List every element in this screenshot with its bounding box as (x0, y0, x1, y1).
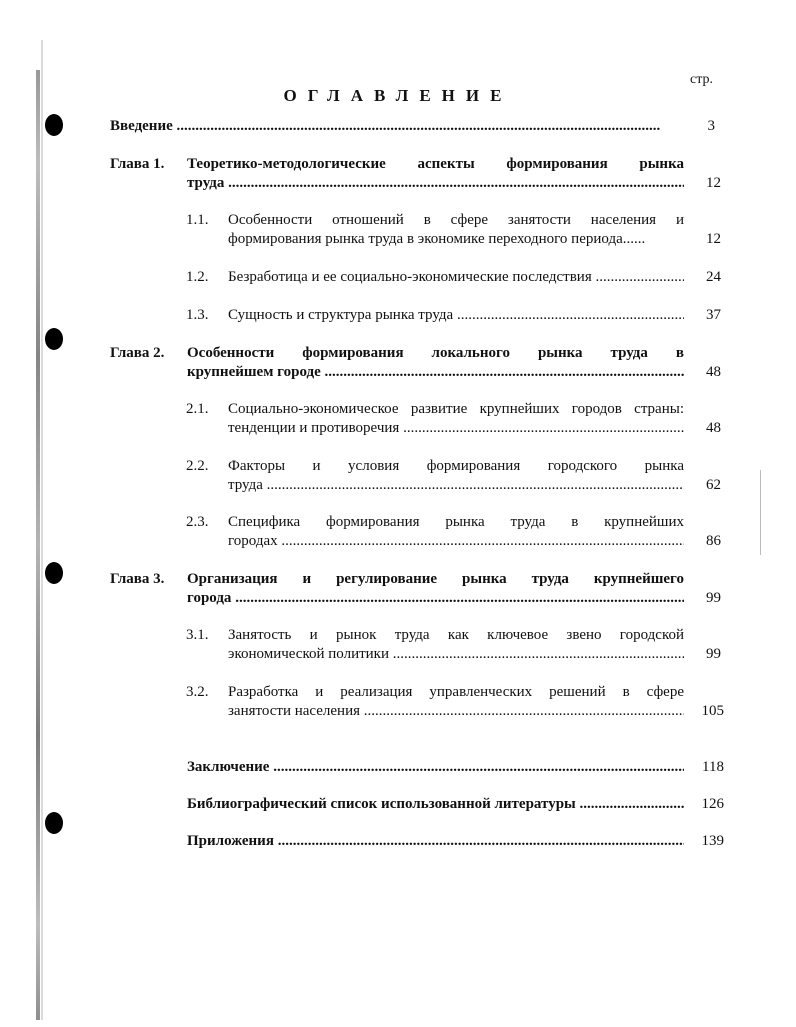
toc-page-number: 99 (706, 590, 721, 606)
toc-page-number: 48 (706, 364, 721, 380)
toc-section-number: 2.2. (186, 458, 209, 474)
toc-page-number: 126 (701, 796, 724, 812)
toc-page-number: 86 (706, 533, 721, 549)
scan-edge (36, 70, 40, 1020)
toc-page-number: 12 (706, 175, 721, 191)
toc-section-number: 2.1. (186, 401, 209, 417)
toc-text: занятости населения (228, 703, 361, 719)
toc-chapter-1-line[interactable] (187, 175, 684, 192)
toc-page-number: 105 (701, 703, 724, 719)
toc-chapter-label: Глава 2. (110, 345, 165, 361)
toc-section-1-1[interactable]: формирования рынка труда в экономике переходного периода...... (228, 231, 646, 247)
toc-section-number: 1.1. (186, 212, 209, 228)
toc-section-number: 2.3. (186, 514, 209, 530)
toc-text: тенденции и противоречия (228, 420, 400, 436)
toc-section-2-3[interactable]: Специфика формирования рынка труда в крупнейших (228, 514, 684, 530)
toc-chapter-1-line[interactable]: Теоретико-методологические аспекты формирования рынка (187, 156, 684, 172)
toc-chapter-2-line[interactable] (187, 364, 684, 381)
toc-section-3-1[interactable]: Занятость и рынок труда как ключевое звено городской (228, 627, 684, 643)
toc-chapter-3-line[interactable]: Организация и регулирование рынка труда крупнейшего (187, 571, 684, 587)
punch-hole (45, 562, 63, 584)
toc-intro-text: Введение (110, 118, 173, 134)
toc-page-number: 118 (702, 759, 724, 775)
toc-section-3-1[interactable] (228, 646, 684, 663)
punch-hole (45, 812, 63, 834)
toc-section-3-2[interactable] (228, 703, 684, 720)
toc-conclusion[interactable] (187, 759, 684, 776)
page-title: ОГЛАВЛЕНИЕ (283, 86, 513, 105)
toc-text: труда (187, 175, 225, 191)
toc-text: Приложения (187, 833, 274, 849)
toc-text: труда (228, 477, 263, 493)
toc-text: города (187, 590, 232, 606)
scan-edge (41, 40, 43, 1020)
toc-section-1-3[interactable] (228, 307, 684, 324)
toc-section-1-1[interactable]: Особенности отношений в сфере занятости населения и (228, 212, 684, 228)
toc-section-2-3[interactable] (228, 533, 684, 550)
toc-page-number: 12 (706, 231, 721, 247)
toc-bibliography[interactable] (187, 796, 684, 813)
toc-page-number: 139 (701, 833, 724, 849)
toc-page-number: 37 (706, 307, 721, 323)
toc-intro[interactable] (110, 118, 660, 135)
toc-page-number: 62 (706, 477, 721, 493)
toc-text: экономической политики (228, 646, 390, 662)
toc-page-number: 3 (707, 118, 715, 134)
toc-text: крупнейшем городе (187, 364, 321, 380)
toc-text: Безработица и ее социально-экономические последствия (228, 269, 592, 285)
toc-chapter-2-line[interactable]: Особенности формирования локального рынка труда в (187, 345, 684, 361)
toc-section-number: 1.3. (186, 307, 209, 323)
toc-page-number: 48 (706, 420, 721, 436)
punch-hole (45, 328, 63, 350)
toc-section-2-2[interactable] (228, 477, 684, 494)
toc-section-2-1[interactable]: Социально-экономическое развитие крупнейших городов страны: (228, 401, 684, 417)
toc-page-number: 24 (706, 269, 721, 285)
toc-page-number: 99 (706, 646, 721, 662)
toc-appendices[interactable] (187, 833, 684, 850)
toc-section-number: 3.1. (186, 627, 209, 643)
toc-section-number: 1.2. (186, 269, 209, 285)
toc-text: городах (228, 533, 278, 549)
toc-section-2-1[interactable] (228, 420, 684, 437)
toc-section-number: 3.2. (186, 684, 209, 700)
toc-text: Сущность и структура рынка труда (228, 307, 454, 323)
toc-section-1-2[interactable] (228, 269, 684, 286)
toc-text: Библиографический список использованной литературы (187, 796, 576, 812)
toc-section-3-2[interactable]: Разработка и реализация управленческих решений в сфере (228, 684, 684, 700)
scan-mark (760, 470, 761, 555)
page-column-label: стр. (690, 72, 714, 87)
toc-chapter-label: Глава 1. (110, 156, 165, 172)
toc-chapter-label: Глава 3. (110, 571, 165, 587)
punch-hole (45, 114, 63, 136)
toc-text: Заключение (187, 759, 270, 775)
toc-chapter-3-line[interactable] (187, 590, 684, 607)
toc-section-2-2[interactable]: Факторы и условия формирования городского рынка (228, 458, 684, 474)
